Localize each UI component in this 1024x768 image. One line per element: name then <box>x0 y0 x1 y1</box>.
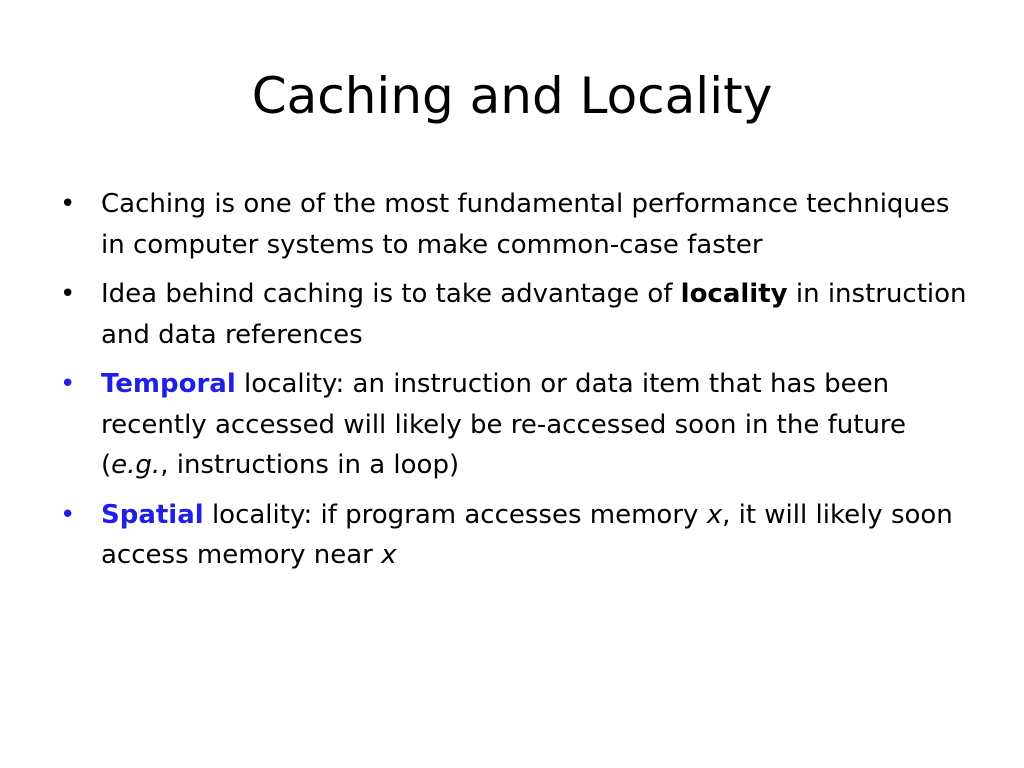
bullet-caching-idea <box>58 274 978 355</box>
bullet-text-run: locality: if program accesses memory <box>203 499 707 530</box>
term-temporal: Temporal <box>101 369 236 399</box>
bullet-text <box>101 274 978 355</box>
term-locality: locality <box>680 279 788 309</box>
bullet-marker: • <box>60 369 76 399</box>
bullet-text-run: Caching is one of the most fundamental performance techniques in computer systems to make common-case faster <box>101 189 950 260</box>
bullet-list <box>58 184 978 585</box>
bullet-text <box>101 364 978 486</box>
bullet-spatial-locality <box>58 495 978 576</box>
bullet-text <box>101 184 978 265</box>
bullet-text-run: Idea behind caching is to take advantage of <box>101 279 681 309</box>
variable-x: x <box>381 540 397 570</box>
bullet-marker: • <box>60 279 76 309</box>
bullet-marker: • <box>60 499 76 530</box>
bullet-text-run: in instruction and data references <box>101 279 967 350</box>
bullet-caching-fundamental <box>58 184 978 265</box>
bullet-text-run: locality: an instruction or data item that has been recently accessed will likely be re-accessed soon in the future ( <box>101 369 907 480</box>
bullet-temporal-locality <box>58 364 978 486</box>
bullet-text <box>101 495 978 576</box>
abbrev-eg: e.g. <box>111 450 161 480</box>
term-spatial: Spatial <box>101 499 204 530</box>
bullet-text-run: , instructions in a loop) <box>160 450 460 480</box>
bullet-text-run: , it will likely soon access memory near <box>101 499 953 570</box>
bullet-marker: • <box>60 189 76 219</box>
slide-title: Caching and Locality <box>251 67 773 125</box>
variable-x: x <box>706 499 723 530</box>
